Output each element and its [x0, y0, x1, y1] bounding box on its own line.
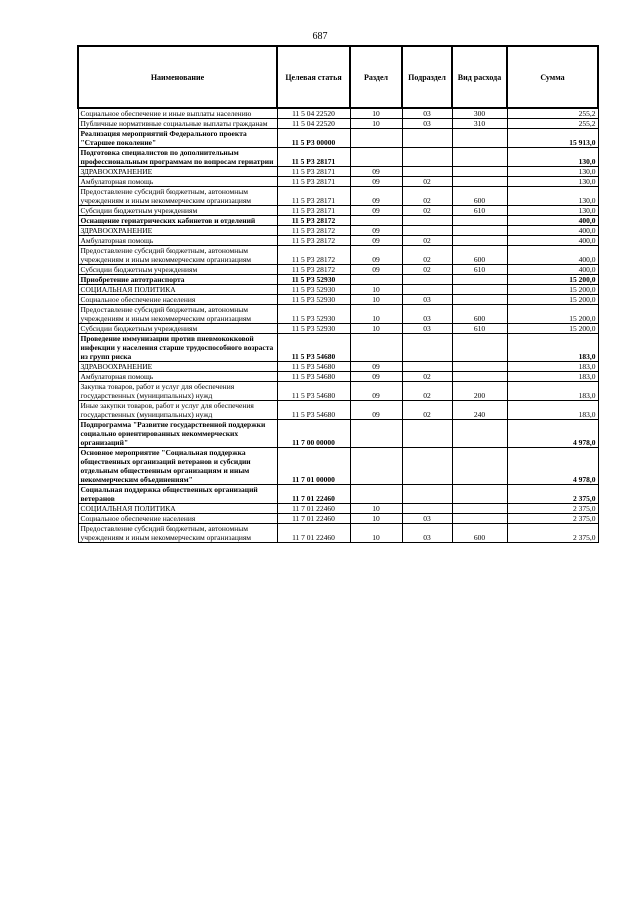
- row-subsection: [402, 420, 452, 448]
- row-sum: 400,0: [507, 246, 598, 265]
- table-row: [78, 206, 598, 216]
- row-target-article: 11 5 P3 52930: [277, 285, 350, 295]
- row-target-article: 11 7 01 22460: [277, 524, 350, 543]
- row-section: [350, 129, 402, 148]
- table-row: [78, 448, 598, 485]
- row-section: 09: [350, 167, 402, 177]
- row-name: Подготовка специалистов по дополнительным профессиональным программам по вопросам гериатрии: [78, 148, 277, 167]
- row-sum: 183,0: [507, 382, 598, 401]
- row-sum: 130,0: [507, 177, 598, 187]
- row-sum: 2 375,0: [507, 514, 598, 524]
- row-sum: 15 200,0: [507, 275, 598, 285]
- table-row: [78, 504, 598, 514]
- row-sum: 4 978,0: [507, 448, 598, 485]
- row-name: Социальное обеспечение населения: [78, 295, 277, 305]
- row-expense-type: [452, 295, 507, 305]
- row-name: Публичные нормативные социальные выплаты гражданам: [78, 119, 277, 129]
- header-name: Наименование: [78, 46, 277, 108]
- row-expense-type: [452, 334, 507, 362]
- row-target-article: 11 5 P3 28171: [277, 167, 350, 177]
- row-expense-type: [452, 448, 507, 485]
- row-sum: 130,0: [507, 148, 598, 167]
- row-expense-type: 610: [452, 324, 507, 334]
- row-name: Социальное обеспечение и иные выплаты населению: [78, 108, 277, 119]
- row-subsection: 03: [402, 305, 452, 324]
- row-target-article: 11 5 P3 28172: [277, 216, 350, 226]
- row-name: ЗДРАВООХРАНЕНИЕ: [78, 167, 277, 177]
- table-row: [78, 129, 598, 148]
- row-sum: 15 200,0: [507, 305, 598, 324]
- row-name: Амбулаторная помощь: [78, 236, 277, 246]
- table-row: [78, 514, 598, 524]
- row-name: Основное мероприятие "Социальная поддержка общественных организаций ветеранов и субсидии отдельным общественным организациям и иным некоммерческим объединениям": [78, 448, 277, 485]
- row-target-article: 11 5 P3 52930: [277, 305, 350, 324]
- row-subsection: 03: [402, 524, 452, 543]
- row-sum: 183,0: [507, 334, 598, 362]
- row-section: 09: [350, 187, 402, 206]
- row-subsection: [402, 485, 452, 504]
- row-name: Оснащение гериатрических кабинетов и отделений: [78, 216, 277, 226]
- row-subsection: [402, 275, 452, 285]
- row-sum: 2 375,0: [507, 524, 598, 543]
- row-name: Социальная поддержка общественных организаций ветеранов: [78, 485, 277, 504]
- row-sum: 400,0: [507, 236, 598, 246]
- row-expense-type: [452, 236, 507, 246]
- row-expense-type: 240: [452, 401, 507, 420]
- row-subsection: [402, 226, 452, 236]
- row-subsection: 02: [402, 372, 452, 382]
- table-row: [78, 362, 598, 372]
- row-expense-type: [452, 372, 507, 382]
- row-name: Иные закупки товаров, работ и услуг для обеспечения государственных (муниципальных) нужд: [78, 401, 277, 420]
- row-section: 09: [350, 206, 402, 216]
- row-name: Предоставление субсидий бюджетным, автономным учреждениям и иным некоммерческим организациям: [78, 187, 277, 206]
- budget-table: [77, 45, 599, 543]
- row-sum: 130,0: [507, 187, 598, 206]
- row-expense-type: [452, 420, 507, 448]
- row-sum: 15 913,0: [507, 129, 598, 148]
- row-section: 09: [350, 372, 402, 382]
- row-sum: 400,0: [507, 216, 598, 226]
- row-section: 10: [350, 119, 402, 129]
- row-subsection: 03: [402, 295, 452, 305]
- header-expense-type: Вид расхода: [452, 46, 507, 108]
- row-target-article: 11 5 04 22520: [277, 108, 350, 119]
- table-row: [78, 485, 598, 504]
- row-expense-type: 200: [452, 382, 507, 401]
- row-target-article: 11 5 P3 54680: [277, 362, 350, 372]
- row-sum: 130,0: [507, 206, 598, 216]
- row-expense-type: [452, 129, 507, 148]
- row-sum: 2 375,0: [507, 504, 598, 514]
- row-target-article: 11 5 P3 52930: [277, 324, 350, 334]
- row-subsection: 02: [402, 401, 452, 420]
- row-sum: 4 978,0: [507, 420, 598, 448]
- row-target-article: 11 5 P3 28171: [277, 206, 350, 216]
- header-sum: Сумма: [507, 46, 598, 108]
- row-target-article: 11 5 P3 54680: [277, 401, 350, 420]
- row-section: 10: [350, 524, 402, 543]
- row-expense-type: [452, 148, 507, 167]
- row-name: Амбулаторная помощь: [78, 177, 277, 187]
- row-target-article: 11 5 P3 52930: [277, 275, 350, 285]
- table-row: [78, 382, 598, 401]
- row-name: Подпрограмма "Развитие государственной поддержки социально ориентированных некоммерческих организаций": [78, 420, 277, 448]
- row-name: ЗДРАВООХРАНЕНИЕ: [78, 362, 277, 372]
- row-subsection: 02: [402, 246, 452, 265]
- row-sum: 400,0: [507, 226, 598, 236]
- row-target-article: 11 7 01 22460: [277, 514, 350, 524]
- row-expense-type: 600: [452, 246, 507, 265]
- row-name: ЗДРАВООХРАНЕНИЕ: [78, 226, 277, 236]
- row-name: Закупка товаров, работ и услуг для обеспечения государственных (муниципальных) нужд: [78, 382, 277, 401]
- row-target-article: 11 5 P3 28172: [277, 246, 350, 265]
- row-subsection: [402, 285, 452, 295]
- row-sum: 255,2: [507, 108, 598, 119]
- row-name: Реализация мероприятий Федерального проекта "Старшее поколение": [78, 129, 277, 148]
- row-section: 10: [350, 504, 402, 514]
- table-row: [78, 236, 598, 246]
- row-subsection: [402, 216, 452, 226]
- row-subsection: [402, 334, 452, 362]
- row-section: [350, 148, 402, 167]
- row-expense-type: [452, 285, 507, 295]
- row-target-article: 11 5 P3 28171: [277, 177, 350, 187]
- row-section: [350, 216, 402, 226]
- row-section: 10: [350, 295, 402, 305]
- row-target-article: 11 5 P3 28172: [277, 236, 350, 246]
- row-expense-type: 610: [452, 265, 507, 275]
- row-section: 10: [350, 285, 402, 295]
- row-target-article: 11 7 01 22460: [277, 485, 350, 504]
- row-name: Предоставление субсидий бюджетным, автономным учреждениям и иным некоммерческим организациям: [78, 246, 277, 265]
- table-row: [78, 226, 598, 236]
- row-subsection: [402, 504, 452, 514]
- table-row: [78, 324, 598, 334]
- row-target-article: 11 5 P3 28171: [277, 148, 350, 167]
- page-number: 687: [312, 31, 328, 42]
- row-name: СОЦИАЛЬНАЯ ПОЛИТИКА: [78, 285, 277, 295]
- row-expense-type: [452, 485, 507, 504]
- table-row: [78, 108, 598, 119]
- row-expense-type: [452, 275, 507, 285]
- row-expense-type: 310: [452, 119, 507, 129]
- row-subsection: [402, 448, 452, 485]
- row-expense-type: [452, 504, 507, 514]
- row-name: Предоставление субсидий бюджетным, автономным учреждениям и иным некоммерческим организациям: [78, 305, 277, 324]
- row-section: 09: [350, 362, 402, 372]
- header-section: Раздел: [350, 46, 402, 108]
- row-section: [350, 448, 402, 485]
- row-target-article: 11 5 P3 00000: [277, 129, 350, 148]
- row-sum: 183,0: [507, 401, 598, 420]
- row-section: 09: [350, 226, 402, 236]
- table-row: [78, 372, 598, 382]
- row-expense-type: [452, 216, 507, 226]
- table-row: [78, 265, 598, 275]
- row-subsection: 02: [402, 187, 452, 206]
- row-target-article: 11 5 P3 52930: [277, 295, 350, 305]
- row-target-article: 11 5 P3 54680: [277, 372, 350, 382]
- row-target-article: 11 5 P3 28172: [277, 265, 350, 275]
- row-expense-type: 600: [452, 305, 507, 324]
- row-name: Субсидии бюджетным учреждениям: [78, 265, 277, 275]
- row-subsection: [402, 148, 452, 167]
- row-section: 10: [350, 108, 402, 119]
- table-row: [78, 401, 598, 420]
- row-name: Амбулаторная помощь: [78, 372, 277, 382]
- row-name: СОЦИАЛЬНАЯ ПОЛИТИКА: [78, 504, 277, 514]
- row-section: 09: [350, 177, 402, 187]
- row-expense-type: 600: [452, 187, 507, 206]
- table-row: [78, 524, 598, 543]
- row-target-article: 11 5 04 22520: [277, 119, 350, 129]
- row-section: [350, 485, 402, 504]
- row-section: 09: [350, 382, 402, 401]
- table-row: [78, 334, 598, 362]
- row-name: Субсидии бюджетным учреждениям: [78, 206, 277, 216]
- row-sum: 130,0: [507, 167, 598, 177]
- row-section: 09: [350, 265, 402, 275]
- row-subsection: [402, 362, 452, 372]
- row-subsection: 02: [402, 206, 452, 216]
- row-section: 09: [350, 246, 402, 265]
- table-body: [78, 108, 598, 543]
- row-section: [350, 275, 402, 285]
- table-row: [78, 119, 598, 129]
- table-row: [78, 246, 598, 265]
- table-row: [78, 275, 598, 285]
- row-expense-type: [452, 167, 507, 177]
- row-expense-type: [452, 177, 507, 187]
- row-target-article: 11 7 01 00000: [277, 448, 350, 485]
- row-subsection: 03: [402, 324, 452, 334]
- row-sum: 255,2: [507, 119, 598, 129]
- table-row: [78, 187, 598, 206]
- row-sum: 15 200,0: [507, 324, 598, 334]
- row-subsection: 02: [402, 265, 452, 275]
- row-name: Предоставление субсидий бюджетным, автономным учреждениям и иным некоммерческим организациям: [78, 524, 277, 543]
- row-name: Проведение иммунизации против пневмококковой инфекции у населения старше трудоспособного возраста из групп риска: [78, 334, 277, 362]
- row-expense-type: 600: [452, 524, 507, 543]
- row-sum: 183,0: [507, 372, 598, 382]
- row-sum: 15 200,0: [507, 295, 598, 305]
- row-section: [350, 420, 402, 448]
- row-name: Субсидии бюджетным учреждениям: [78, 324, 277, 334]
- table-row: [78, 177, 598, 187]
- row-target-article: 11 7 00 00000: [277, 420, 350, 448]
- row-subsection: 03: [402, 514, 452, 524]
- row-sum: 15 200,0: [507, 285, 598, 295]
- row-section: 10: [350, 305, 402, 324]
- row-expense-type: [452, 514, 507, 524]
- row-subsection: [402, 129, 452, 148]
- header-subsection: Подраздел: [402, 46, 452, 108]
- row-subsection: 02: [402, 236, 452, 246]
- row-target-article: 11 5 P3 28171: [277, 187, 350, 206]
- table-row: [78, 285, 598, 295]
- row-section: 10: [350, 324, 402, 334]
- row-sum: 2 375,0: [507, 485, 598, 504]
- row-subsection: [402, 167, 452, 177]
- row-name: Приобретение автотранспорта: [78, 275, 277, 285]
- row-sum: 183,0: [507, 362, 598, 372]
- row-subsection: 02: [402, 177, 452, 187]
- row-subsection: 03: [402, 119, 452, 129]
- row-section: [350, 334, 402, 362]
- header-target-article: Целевая статья: [277, 46, 350, 108]
- row-section: 10: [350, 514, 402, 524]
- row-name: Социальное обеспечение населения: [78, 514, 277, 524]
- row-subsection: 03: [402, 108, 452, 119]
- row-sum: 400,0: [507, 265, 598, 275]
- table-row: [78, 148, 598, 167]
- table-row: [78, 295, 598, 305]
- row-subsection: 02: [402, 382, 452, 401]
- table-row: [78, 216, 598, 226]
- row-target-article: 11 5 P3 54680: [277, 382, 350, 401]
- row-expense-type: [452, 362, 507, 372]
- row-expense-type: 300: [452, 108, 507, 119]
- table-header-row: [78, 46, 598, 108]
- row-target-article: 11 5 P3 54680: [277, 334, 350, 362]
- table-row: [78, 305, 598, 324]
- row-section: 09: [350, 401, 402, 420]
- row-target-article: 11 5 P3 28172: [277, 226, 350, 236]
- row-expense-type: 610: [452, 206, 507, 216]
- table-row: [78, 167, 598, 177]
- row-expense-type: [452, 226, 507, 236]
- table-row: [78, 420, 598, 448]
- row-section: 09: [350, 236, 402, 246]
- row-target-article: 11 7 01 22460: [277, 504, 350, 514]
